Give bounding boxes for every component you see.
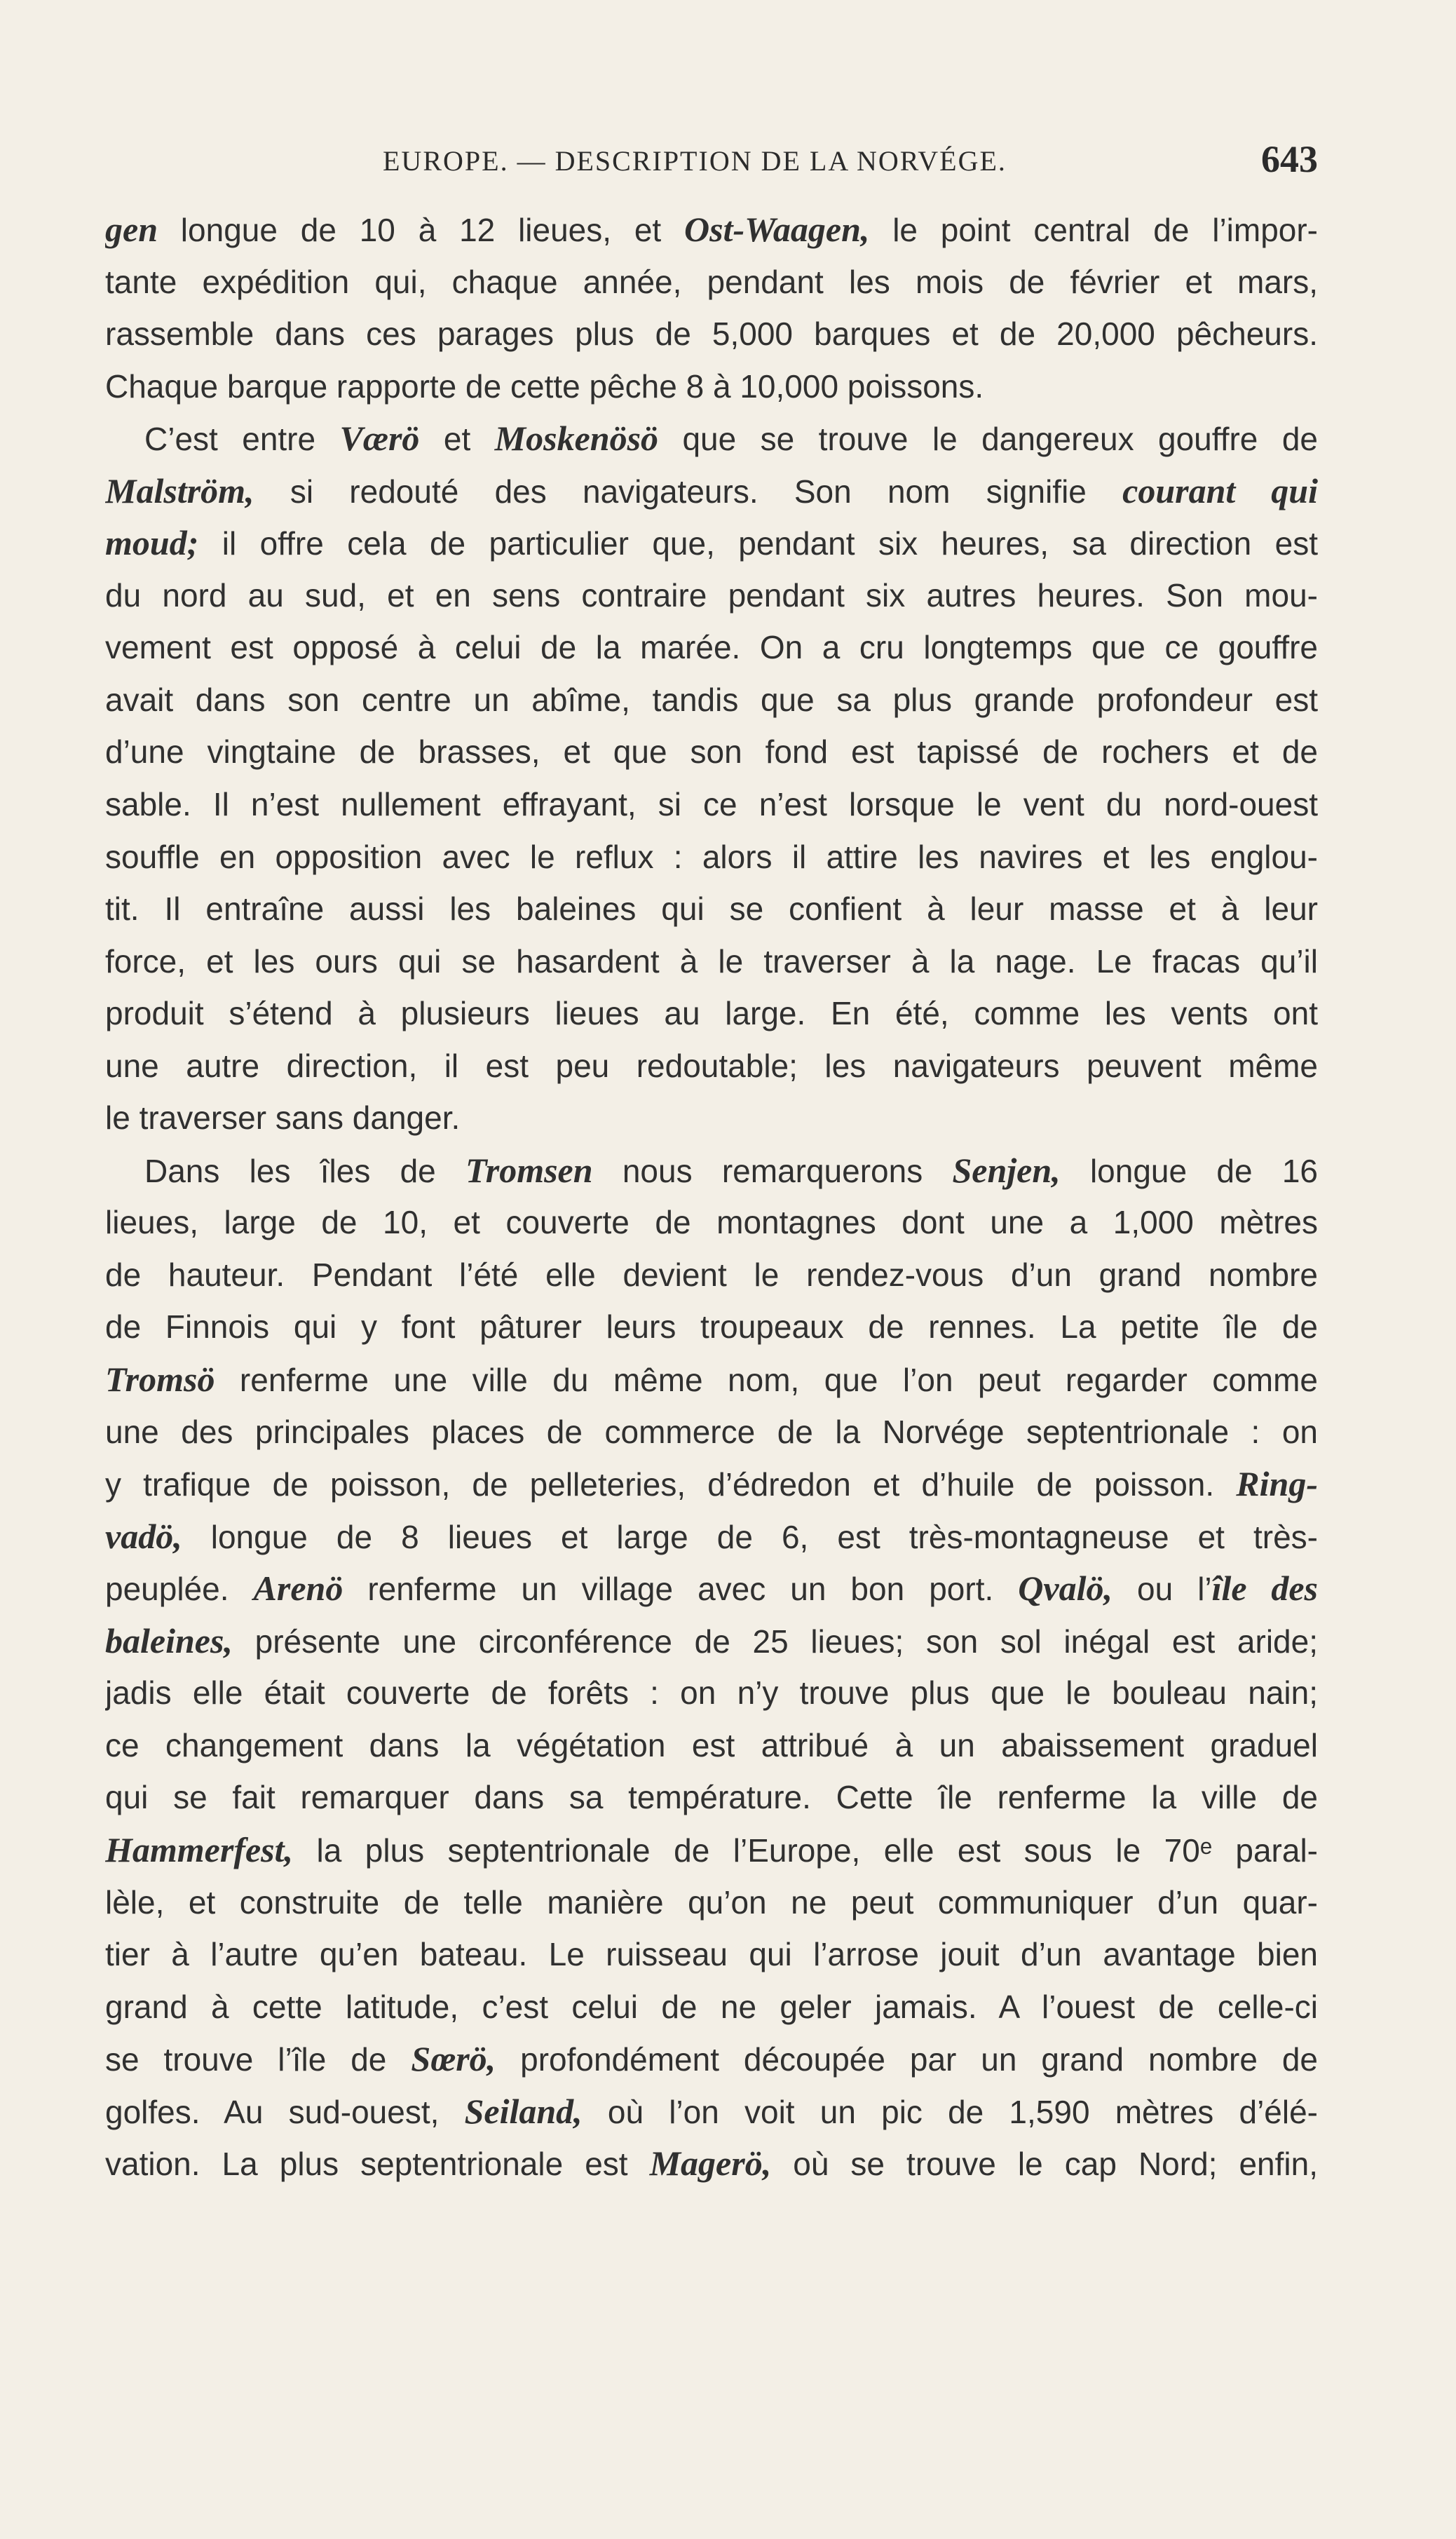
text-line [105,517,1318,569]
text-line [105,1092,1318,1144]
text-line [105,412,1318,465]
text-line [105,1301,1318,1353]
text-line [105,1667,1318,1719]
text-run: renferme un village avec un bon port. [343,1571,1019,1608]
body-text [105,203,1318,2190]
text-run: où se trouve le cap Nord; enfin, [771,2146,1318,2183]
text-run: profondément découpée par un grand nombre de [496,2041,1318,2078]
italic-run: Ring- [1236,1464,1318,1504]
text-run: tit. Il entraîne aussi les baleines qui se confient à leur masse et à leur [105,891,1318,928]
text-line [105,1196,1318,1249]
text-line [105,203,1318,256]
italic-run: Qvalö, [1018,1569,1113,1609]
text-line [105,621,1318,674]
italic-run: Arenö [253,1569,343,1609]
italic-run: Moskenösö [494,419,659,459]
text-run: force, et les ours qui se hasardent à le traverser à la nage. Le fracas qu’il [105,942,1318,980]
italic-run: Ost-Waagen, [684,210,870,249]
text-line [105,1353,1318,1406]
text-run: lèle, et construite de telle manière qu’on ne peut communiquer d’un quar- [105,1883,1318,1921]
italic-run: Senjen, [952,1150,1061,1190]
text-run: y trafique de poisson, de pelleteries, d’édredon et d’huile de poisson. [105,1466,1237,1503]
text-run: de Finnois qui y font pâturer leurs troupeaux de rennes. La petite île de [105,1308,1318,1346]
text-line [105,569,1318,622]
text-run: tier à l’autre qu’en bateau. Le ruisseau qui l’arrose jouit d’un avantage bien [105,1936,1318,1973]
text-run: golfes. Au sud-ouest, [105,2093,465,2130]
italic-run: vadö, [105,1516,182,1556]
text-line [105,2033,1318,2085]
text-run: le traverser sans danger. [105,1099,461,1137]
text-run: le point central de l’impor- [869,212,1318,248]
text-run: vation. La plus septentrionale est [105,2146,650,2183]
italic-run: île des [1211,1569,1318,1609]
text-run: grand à cette latitude, c’est celui de ne geler jamais. A l’ouest de celle-ci [105,1988,1318,2025]
italic-run: Sœrö, [411,2039,496,2079]
text-run: C’est entre [144,421,340,458]
text-run: si redouté des navigateurs. Son nom signifie [254,473,1123,510]
text-run: peuplée. [105,1571,254,1608]
text-run: qui se fait remarquer dans sa température. Cette île renferme la ville de [105,1779,1318,1816]
text-run: nous remarquerons [592,1152,953,1189]
text-run: la plus septentrionale de l’Europe, elle est sous le 70ᵉ paral- [293,1832,1318,1869]
text-line [105,1615,1318,1667]
text-line [105,308,1318,360]
text-line [105,1719,1318,1772]
italic-run: Værö [339,419,420,459]
text-line [105,2085,1318,2138]
text-run: d’une vingtaine de brasses, et que son fond est tapissé de rochers et de [105,733,1318,771]
text-line [105,1876,1318,1929]
text-line [105,674,1318,726]
text-run: que se trouve le dangereux gouffre de [658,421,1318,458]
text-line [105,1928,1318,1981]
text-run: avait dans son centre un abîme, tandis que sa plus grande profondeur est [105,681,1318,718]
italic-run: Seiland, [464,2091,583,2131]
italic-run: Tromsen [465,1150,593,1190]
text-run: présente une circonférence de 25 lieues; son sol inégal est aride; [232,1623,1318,1660]
text-run: jadis elle était couverte de forêts : on n’y trouve plus que le bouleau nain; [105,1674,1318,1712]
text-line [105,256,1318,309]
text-line [105,360,1318,413]
italic-run: courant qui [1122,470,1318,510]
text-line [105,726,1318,778]
italic-run: moud; [105,523,199,563]
text-run: Dans les îles de [144,1152,466,1189]
text-line [105,1249,1318,1301]
text-line [105,1981,1318,2033]
text-run: produit s’étend à plusieurs lieues au large. En été, comme les vents ont [105,995,1318,1032]
text-line [105,935,1318,988]
italic-run: Hammerfest, [105,1829,294,1869]
text-line [105,1824,1318,1876]
text-line [105,831,1318,883]
text-line [105,1562,1318,1615]
text-run: Chaque barque rapporte de cette pêche 8 à 10,000 poissons. [105,367,984,405]
text-line [105,883,1318,935]
italic-run: baleines, [105,1620,233,1660]
text-run: ce changement dans la végétation est attribué à un abaissement graduel [105,1726,1318,1763]
text-line [105,2137,1318,2190]
running-title: EUROPE. — DESCRIPTION DE LA NORVÉGE. [383,145,1007,177]
page-header [105,135,1318,191]
italic-run: Tromsö [105,1360,215,1400]
text-run: de hauteur. Pendant l’été elle devient le rendez-vous d’un grand nombre [105,1256,1318,1293]
text-run: tante expédition qui, chaque année, pendant les mois de février et mars, [105,263,1318,300]
text-run: longue de 16 [1060,1152,1318,1189]
text-run: et [419,421,495,458]
text-run: rassemble dans ces parages plus de 5,000 barques et de 20,000 pêcheurs. [105,316,1318,353]
text-line [105,778,1318,831]
text-run: sable. Il n’est nullement effrayant, si ce n’est lorsque le vent du nord-ouest [105,786,1318,823]
text-run: il offre cela de particulier que, pendant six heures, sa direction est [198,525,1318,562]
text-run: se trouve l’île de [105,2041,411,2078]
text-run: où l’on voit un pic de 1,590 mètres d’élé- [582,2093,1318,2130]
text-run: vement est opposé à celui de la marée. On a cru longtemps que ce gouffre [105,629,1318,666]
italic-run: gen [105,210,158,249]
text-line [105,1406,1318,1458]
italic-run: Malström, [105,470,254,510]
text-line [105,987,1318,1040]
text-line [105,1510,1318,1563]
italic-run: Magerö, [649,2144,772,2183]
text-run: longue de 10 à 12 lieues, et [158,212,685,248]
text-run: renferme une ville du même nom, que l’on peut regarder comme [215,1362,1318,1399]
text-run: lieues, large de 10, et couverte de montagnes dont une a 1,000 mètres [105,1204,1318,1241]
text-run: souffle en opposition avec le reflux : alors il attire les navires et les englou- [105,838,1318,875]
page-number: 643 [1261,138,1318,180]
text-line [105,1771,1318,1824]
text-run: une des principales places de commerce de la Norvége septentrionale : on [105,1413,1318,1450]
text-run: longue de 8 lieues et large de 6, est très-montagneuse et très- [182,1518,1318,1555]
text-line [105,1458,1318,1510]
text-run: du nord au sud, et en sens contraire pendant six autres heures. Son mou- [105,576,1318,614]
text-line [105,465,1318,517]
text-run: ou l’ [1112,1571,1212,1608]
text-line [105,1040,1318,1092]
text-run: une autre direction, il est peu redoutable; les navigateurs peuvent même [105,1047,1318,1084]
text-line [105,1144,1318,1197]
